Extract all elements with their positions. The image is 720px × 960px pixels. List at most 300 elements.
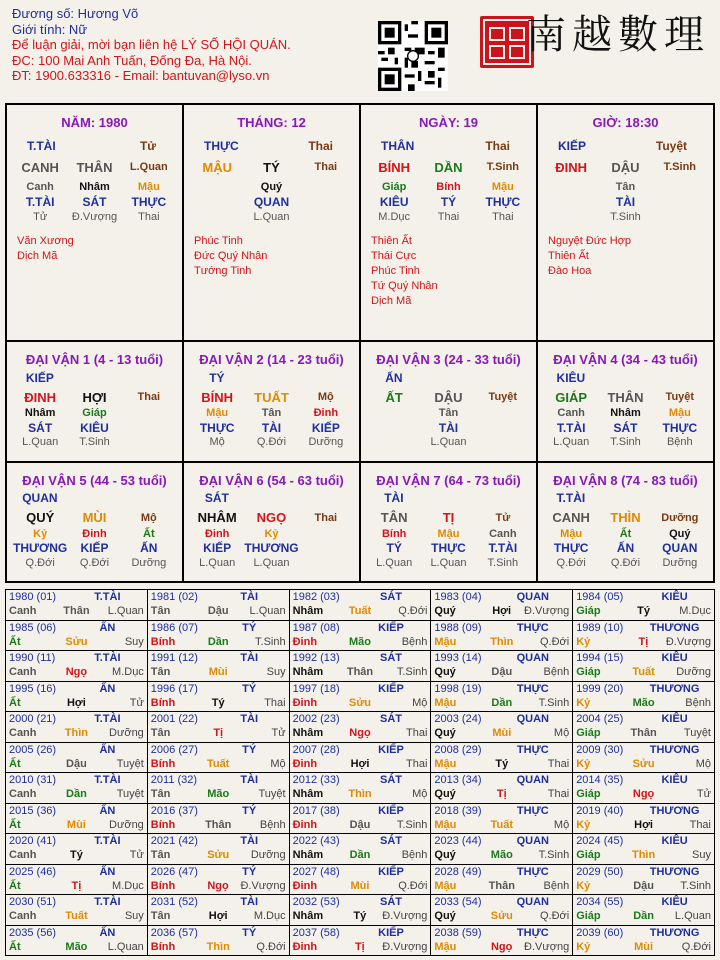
dai-van-cell[interactable]: [183, 462, 360, 582]
year-cell[interactable]: [147, 620, 289, 651]
year-label: 1985 (06): [9, 621, 57, 634]
hidden-stem: Mậu: [491, 181, 514, 193]
year-cell[interactable]: [431, 620, 573, 651]
year-line-2: [151, 909, 286, 923]
year-cell[interactable]: [431, 773, 573, 804]
year-cell[interactable]: [147, 742, 289, 773]
dai-van-cell[interactable]: [6, 341, 183, 461]
hidden-star: T.TÀI: [556, 420, 586, 435]
year-cell[interactable]: [431, 895, 573, 926]
dai-van-hidden-stage-row: [7, 556, 182, 570]
dai-van-stem-branch: Tuyệt: [665, 391, 695, 404]
year-cell[interactable]: [6, 712, 148, 743]
year-line-1: [293, 926, 428, 940]
year-cell[interactable]: [573, 803, 715, 834]
pillar-content: [361, 115, 536, 350]
year-line-2: [151, 665, 286, 679]
dai-van-hidden-star-row: [7, 541, 182, 556]
year-cell[interactable]: [147, 773, 289, 804]
year-label: 2008 (29): [434, 743, 482, 756]
year-stem: Nhâm: [292, 666, 324, 678]
year-branch: Thân: [346, 666, 374, 678]
year-star: TÀI: [240, 652, 259, 664]
dai-van-stem-branch: TÂN: [380, 510, 408, 526]
year-label: 2001 (22): [150, 713, 198, 725]
year-line-2: [9, 940, 144, 954]
year-branch: Tị: [496, 788, 507, 800]
year-stage: Đ.Vượng: [524, 940, 570, 953]
year-cell[interactable]: [147, 590, 289, 621]
dai-van-hidden-stage-row: [538, 556, 713, 570]
year-line-1: [576, 865, 711, 879]
year-cell[interactable]: [6, 773, 148, 804]
dai-van-hidden-stage-row: [538, 435, 713, 449]
year-cell[interactable]: [147, 681, 289, 712]
year-stem: Đinh: [292, 818, 318, 831]
pillar-stage: Tử: [139, 139, 156, 153]
year-line-1: [434, 834, 569, 848]
year-cell[interactable]: [289, 590, 431, 621]
year-stem: Nhâm: [292, 849, 324, 861]
year-label: 1996 (17): [150, 682, 198, 695]
dai-van-hidden-row: [538, 406, 713, 420]
year-cell[interactable]: [6, 651, 148, 682]
year-label: 2021 (42): [150, 835, 198, 847]
year-line-2: [576, 879, 711, 893]
hidden-stems-row: [7, 180, 182, 194]
year-line-2: [9, 757, 144, 771]
year-star: THƯƠNG: [649, 865, 700, 878]
dai-van-title: ĐẠI VẬN 3 (24 - 33 tuổi): [376, 352, 521, 368]
year-star: THỰC: [516, 804, 549, 817]
year-cell[interactable]: [573, 742, 715, 773]
hidden-stem: Quý: [669, 527, 691, 540]
year-line-1: [293, 651, 428, 665]
year-branch: Dậu: [491, 666, 513, 678]
special-stars: [371, 234, 536, 309]
hidden-stem: Giáp: [82, 407, 107, 420]
year-line-1: [576, 651, 711, 665]
year-stage: Đ.Vượng: [240, 879, 286, 892]
year-cell[interactable]: [289, 681, 431, 712]
year-stem: Giáp: [576, 605, 601, 617]
hidden-star: KIÊU: [379, 194, 409, 209]
dai-van-cell[interactable]: [360, 462, 537, 582]
dai-van-hidden-stage-row: [361, 556, 536, 570]
year-stage: Dưỡng: [676, 666, 711, 678]
pillar-cell[interactable]: [537, 104, 714, 341]
year-stage: Mộ: [412, 788, 428, 800]
dai-van-cell[interactable]: [537, 341, 714, 461]
year-cell[interactable]: [289, 620, 431, 651]
year-label: 1983 (04): [434, 591, 482, 603]
year-label: 1989 (10): [576, 621, 624, 634]
year-cell[interactable]: [6, 620, 148, 651]
year-cell[interactable]: [431, 803, 573, 834]
year-label: 1981 (02): [150, 591, 198, 603]
year-line-1: [151, 743, 286, 757]
year-cell[interactable]: [289, 834, 431, 865]
year-star: SÁT: [379, 774, 402, 786]
year-line-1: [151, 895, 286, 909]
pillar-content: [184, 115, 359, 350]
year-line-1: [151, 773, 286, 787]
year-cell[interactable]: [573, 773, 715, 804]
year-stem: Kỷ: [576, 635, 591, 648]
year-star: THỰC: [516, 743, 549, 756]
year-branch: Tị: [213, 727, 224, 739]
year-star: QUAN: [516, 652, 549, 664]
year-stage: Mộ: [695, 757, 711, 770]
hidden-stem: Đinh: [313, 407, 339, 420]
year-label: 2028 (49): [434, 865, 482, 878]
year-star: QUAN: [516, 713, 549, 725]
pillar-stem-branch: DẦN: [434, 159, 463, 175]
year-line-1: [293, 590, 428, 604]
year-cell[interactable]: [289, 895, 431, 926]
hidden-stem: Canh: [26, 181, 54, 193]
year-line-2: [434, 635, 569, 649]
hidden-stage: Đ.Vượng: [71, 210, 118, 223]
year-label: 1997 (18): [292, 682, 340, 695]
qr-code-icon[interactable]: [378, 21, 448, 91]
dai-van-hidden-star-row: [538, 420, 713, 435]
dai-van-star: T.TÀI: [556, 491, 586, 506]
year-branch: Thìn: [206, 940, 230, 953]
year-line-1: [293, 773, 428, 787]
year-cell[interactable]: [6, 834, 148, 865]
year-cell[interactable]: [431, 925, 573, 956]
year-stage: Tử: [696, 788, 711, 800]
year-line-1: [434, 804, 569, 818]
year-line-2: [9, 604, 144, 618]
year-cell[interactable]: [6, 742, 148, 773]
year-cell[interactable]: [573, 925, 715, 956]
dai-van-star: ẤN: [385, 370, 403, 385]
pillar-cell[interactable]: [360, 104, 537, 341]
year-cell[interactable]: [6, 590, 148, 621]
year-star: T.TÀI: [94, 896, 121, 908]
year-stem: Nhâm: [292, 727, 324, 739]
hidden-star: SÁT: [82, 194, 107, 209]
year-label: 1999 (20): [576, 682, 624, 695]
year-row: [6, 803, 715, 834]
year-cell[interactable]: [573, 864, 715, 895]
year-cell[interactable]: [573, 681, 715, 712]
year-cell[interactable]: [147, 651, 289, 682]
special-star: Tứ Quý Nhân: [371, 280, 438, 292]
year-label: 2012 (33): [292, 774, 340, 786]
year-cell[interactable]: [147, 925, 289, 956]
dai-van-stem-branch: CANH: [552, 510, 590, 526]
hidden-star: T.TÀI: [488, 541, 518, 556]
year-cell[interactable]: [573, 895, 715, 926]
hidden-star: KIẾP: [80, 541, 109, 556]
year-star: TÝ: [242, 804, 257, 817]
year-cell[interactable]: [573, 834, 715, 865]
year-line-2: [151, 787, 286, 801]
year-star: TÝ: [242, 621, 257, 634]
dai-van-cell[interactable]: [537, 462, 714, 582]
year-label: 2034 (55): [576, 896, 624, 908]
year-cell[interactable]: [573, 620, 715, 651]
dai-van-stem-branch-row: [361, 509, 536, 527]
pillar-stem-branch: BÍNH: [378, 159, 411, 175]
year-line-2: [293, 604, 428, 618]
year-stem: Quý: [434, 849, 456, 861]
year-label: 2031 (52): [150, 896, 198, 908]
year-line-1: [151, 804, 286, 818]
contact-line-3: ĐT: 1900.633316 - Email: bantuvan@lyso.vn: [12, 68, 270, 83]
year-cell[interactable]: [6, 803, 148, 834]
year-branch: Tý: [495, 757, 509, 770]
hidden-star: THỰC: [662, 420, 698, 435]
year-label: 1984 (05): [576, 591, 624, 603]
year-stem: Kỷ: [576, 940, 591, 953]
year-label: 2020 (41): [9, 835, 57, 847]
year-cell[interactable]: [6, 864, 148, 895]
hidden-star: SÁT: [613, 420, 638, 435]
year-line-2: [293, 818, 428, 832]
year-star: THỰC: [516, 682, 549, 695]
year-line-2: [9, 909, 144, 923]
year-row: [6, 651, 715, 682]
dai-van-stem-branch-row: [184, 388, 359, 406]
year-stage: L.Quan: [674, 910, 711, 922]
annual-luck-table: [5, 589, 715, 956]
year-row: [6, 895, 715, 926]
year-star: ẤN: [99, 926, 116, 939]
year-cell[interactable]: [289, 925, 431, 956]
year-label: 2014 (35): [576, 774, 624, 786]
year-line-1: [576, 621, 711, 635]
pillar-star-row: [538, 138, 713, 154]
year-cell[interactable]: [573, 651, 715, 682]
year-cell[interactable]: [431, 864, 573, 895]
dai-van-title: ĐẠI VẬN 1 (4 - 13 tuổi): [25, 352, 164, 368]
year-stem: Nhâm: [292, 788, 324, 800]
dai-van-content: [361, 352, 536, 470]
year-cell[interactable]: [573, 712, 715, 743]
dai-van-title: ĐẠI VẬN 6 (54 - 63 tuổi): [199, 472, 344, 488]
dai-van-content: [538, 473, 713, 591]
year-stem: Kỷ: [576, 696, 591, 709]
hidden-star: T.TÀI: [25, 194, 55, 209]
hidden-stage: L.Quan: [430, 556, 467, 569]
year-cell[interactable]: [431, 712, 573, 743]
year-cell[interactable]: [289, 773, 431, 804]
year-line-1: [151, 712, 286, 726]
year-cell[interactable]: [289, 864, 431, 895]
hidden-stem: Giáp: [381, 181, 407, 193]
year-stage: Q.Đới: [539, 910, 570, 922]
year-star: SÁT: [379, 713, 402, 725]
year-cell[interactable]: [6, 895, 148, 926]
dai-van-stem-branch: THÂN: [607, 389, 644, 405]
year-line-2: [293, 787, 428, 801]
year-line-1: [576, 682, 711, 696]
year-branch: Tuất: [65, 910, 88, 922]
year-label: 2002 (23): [292, 713, 340, 725]
hidden-stage: Q.Đới: [556, 556, 586, 569]
year-label: 2037 (58): [292, 926, 340, 939]
pillar-stage: Thai: [308, 139, 333, 153]
pillar-cell[interactable]: [6, 104, 183, 341]
dai-van-cell[interactable]: [183, 341, 360, 461]
year-star: KIẾP: [378, 804, 404, 817]
year-line-1: [9, 621, 144, 635]
dai-van-star-row: [184, 491, 359, 506]
year-label: 2018 (39): [434, 804, 482, 817]
dai-van-hidden-row: [184, 406, 359, 420]
year-line-1: [9, 651, 144, 665]
year-cell[interactable]: [6, 925, 148, 956]
year-branch: Thân: [63, 605, 90, 617]
year-line-1: [576, 773, 711, 787]
hidden-stem: Đinh: [204, 527, 230, 540]
pillar-stem-branch: L.Quan: [129, 161, 168, 173]
hidden-stage: Bệnh: [666, 436, 693, 449]
dai-van-hidden-row: [184, 527, 359, 541]
year-branch: Tý: [211, 696, 225, 709]
pillar-star-row: [7, 138, 182, 154]
year-branch: Dần: [207, 635, 229, 648]
year-label: 2006 (27): [150, 743, 198, 756]
hidden-stem: Canh: [557, 407, 585, 420]
year-line-2: [576, 665, 711, 679]
hidden-stem: Bính: [436, 181, 461, 193]
year-stage: Mộ: [412, 696, 428, 709]
year-branch: Hợi: [634, 818, 653, 831]
year-line-2: [434, 909, 569, 923]
year-label: 2005 (26): [9, 743, 57, 756]
year-star: SÁT: [379, 835, 402, 847]
year-cell[interactable]: [573, 590, 715, 621]
year-star: THỰC: [516, 865, 549, 878]
hidden-stage: Dưỡng: [662, 556, 698, 569]
year-cell[interactable]: [431, 742, 573, 773]
year-stem: Giáp: [576, 910, 601, 922]
dai-van-stem-branch-row: [361, 388, 536, 406]
special-stars: [194, 234, 359, 279]
year-star: KIÊU: [661, 591, 688, 603]
year-stage: Thai: [689, 818, 711, 831]
dai-van-stem-branch: ĐINH: [24, 389, 57, 405]
dai-van-stem-branch: DẬU: [434, 389, 463, 405]
hidden-star: THỰC: [485, 194, 521, 209]
year-stem: Đinh: [292, 879, 318, 892]
hidden-stage: Q.Đới: [79, 556, 110, 569]
year-stage: Tuyệt: [116, 788, 144, 800]
year-cell[interactable]: [147, 864, 289, 895]
year-stage: Suy: [124, 910, 144, 922]
year-cell[interactable]: [147, 803, 289, 834]
year-line-1: [293, 682, 428, 696]
year-stem: Ất: [9, 940, 21, 953]
hidden-stage: Thai: [492, 210, 514, 223]
year-label: 2016 (37): [150, 804, 198, 817]
year-star: SÁT: [379, 591, 402, 603]
pillar-title: NGÀY: 19: [419, 115, 478, 130]
year-stage: Q.Đới: [681, 940, 711, 953]
hidden-stage: L.Quan: [199, 556, 236, 569]
year-stage: Tuyệt: [116, 757, 144, 770]
pillar-stem-branch: MẬU: [202, 159, 232, 175]
year-stem: Bính: [150, 818, 176, 831]
year-cell[interactable]: [147, 834, 289, 865]
dai-van-cell[interactable]: [360, 341, 537, 461]
year-cell[interactable]: [431, 651, 573, 682]
year-branch: Dậu: [633, 879, 654, 892]
contact-line-2: ĐC: 100 Mai Anh Tuấn, Đống Đa, Hà Nội.: [12, 52, 252, 68]
year-branch: Tuất: [490, 818, 513, 831]
hidden-stage: Dưỡng: [131, 556, 167, 569]
year-row: [6, 742, 715, 773]
year-label: 1980 (01): [9, 591, 57, 603]
hidden-stem: Ất: [619, 527, 632, 540]
dai-van-hidden-row: [361, 406, 536, 420]
year-stem: Canh: [9, 849, 37, 861]
pillar-stem-branch: TÝ: [263, 159, 280, 175]
year-cell[interactable]: [289, 712, 431, 743]
year-branch: Tị: [354, 940, 365, 953]
hidden-star: TÝ: [440, 194, 457, 209]
year-cell[interactable]: [431, 681, 573, 712]
year-line-2: [151, 818, 286, 832]
year-label: 2039 (60): [576, 926, 624, 939]
special-star: Thiên Ất: [548, 250, 589, 262]
year-cell[interactable]: [289, 803, 431, 834]
year-line-1: [9, 743, 144, 757]
dai-van-cell[interactable]: [6, 462, 183, 582]
year-cell[interactable]: [6, 681, 148, 712]
year-star: QUAN: [516, 835, 549, 847]
year-line-2: [293, 940, 428, 954]
year-branch: Mão: [490, 849, 513, 861]
year-stage: Dưỡng: [109, 818, 144, 831]
dai-van-stem-branch: ẤT: [385, 389, 403, 405]
hidden-star: THƯƠNG: [13, 541, 68, 556]
year-star: SÁT: [379, 652, 402, 664]
year-cell[interactable]: [431, 834, 573, 865]
year-line-2: [293, 726, 428, 740]
hidden-stem: Kỷ: [264, 527, 279, 540]
year-star: QUAN: [516, 896, 549, 908]
pillar-cell[interactable]: [183, 104, 360, 341]
hidden-stage: Thai: [138, 210, 160, 223]
year-stem: Kỷ: [576, 879, 591, 892]
year-cell[interactable]: [289, 651, 431, 682]
year-stage: Dưỡng: [109, 727, 144, 739]
year-line-1: [151, 865, 286, 879]
pillar-title: THÁNG: 12: [237, 115, 306, 130]
pillar-star: KIẾP: [558, 139, 587, 153]
year-line-2: [576, 726, 711, 740]
year-label: 2017 (38): [292, 804, 340, 817]
year-line-2: [9, 818, 144, 832]
year-star: ẤN: [99, 865, 116, 878]
dai-van-star: TÀI: [384, 491, 404, 506]
hidden-stars-row: [361, 194, 536, 209]
year-branch: Tuất: [207, 757, 230, 770]
year-cell[interactable]: [147, 895, 289, 926]
year-cell[interactable]: [147, 712, 289, 743]
pillar-stem-branch: CANH: [21, 159, 59, 175]
year-cell[interactable]: [431, 590, 573, 621]
year-cell[interactable]: [289, 742, 431, 773]
year-branch: Thìn: [631, 849, 656, 861]
year-stage: Q.Đới: [256, 940, 286, 953]
